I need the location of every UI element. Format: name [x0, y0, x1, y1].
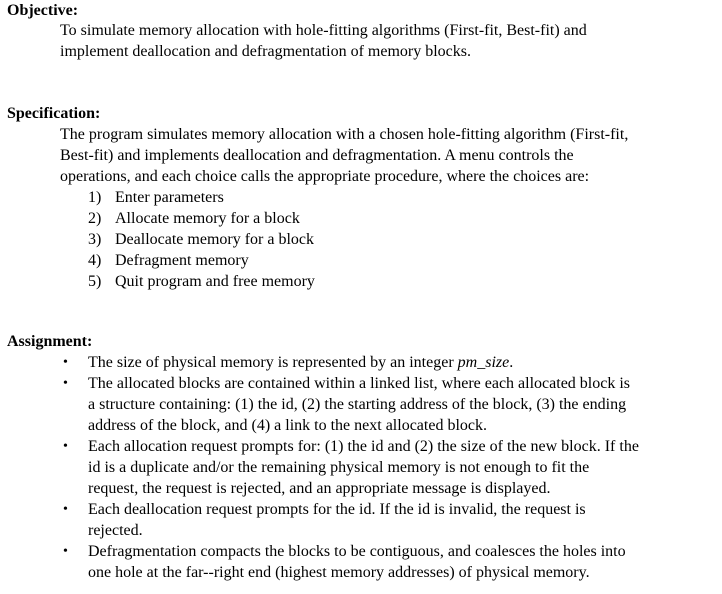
assignment-line: address of the block, and (4) a link to the next allocated block.	[88, 417, 487, 434]
choice-item	[88, 271, 315, 292]
choice-item	[88, 250, 315, 271]
assignment-list	[60, 352, 639, 583]
choice-label: Allocate memory for a block	[115, 210, 300, 227]
assignment-text: .	[509, 354, 514, 371]
choice-item	[88, 229, 315, 250]
assignment-line: one hole at the far--right end (highest memory addresses) of physical memory.	[88, 564, 590, 581]
objective-paragraph	[60, 20, 715, 62]
choice-label: Quit program and free memory	[115, 273, 315, 290]
specification-line: The program simulates memory allocation with a chosen hole-fitting algorithm (First-fit,	[60, 126, 629, 143]
choice-item	[88, 187, 315, 208]
choice-label: Defragment memory	[115, 252, 249, 269]
choice-number: 4)	[88, 252, 102, 269]
assignment-line: The allocated blocks are contained within a linked list, where each allocated block is	[88, 375, 631, 392]
assignment-item	[60, 352, 639, 373]
bullet-icon: •	[63, 355, 68, 370]
assignment-line: Each deallocation request prompts for the id. If the id is invalid, the request is	[88, 501, 586, 518]
bullet-icon: •	[63, 544, 68, 559]
specification-heading: Specification:	[7, 105, 101, 122]
assignment-line: Each allocation request prompts for: (1) the id and (2) the size of the new block. If the	[88, 438, 639, 455]
specification-line: Best-fit) and implements deallocation and defragmentation. A menu controls the	[60, 147, 574, 164]
choices-list	[88, 187, 315, 292]
assignment-item	[60, 541, 639, 583]
pm-size-term: pm_size	[457, 354, 510, 371]
choice-number: 5)	[88, 273, 102, 290]
assignment-line: id is a duplicate and/or the remaining physical memory is not enough to fit the	[88, 459, 590, 476]
choice-label: Enter parameters	[115, 189, 224, 206]
assignment-heading: Assignment:	[7, 333, 93, 350]
objective-line: implement deallocation and defragmentation of memory blocks.	[60, 43, 471, 60]
assignment-line: Defragmentation compacts the blocks to be contiguous, and coalesces the holes into	[88, 543, 626, 560]
assignment-line: a structure containing: (1) the id, (2) the starting address of the block, (3) the ending	[88, 396, 627, 413]
objective-line: To simulate memory allocation with hole-fitting algorithms (First-fit, Best-fit) and	[60, 22, 587, 39]
choice-number: 3)	[88, 231, 102, 248]
objective-heading: Objective:	[7, 2, 79, 19]
assignment-line	[88, 352, 639, 373]
assignment-text: The size of physical memory is represented by an integer	[88, 354, 458, 371]
bullet-icon: •	[63, 376, 68, 391]
choice-item	[88, 208, 315, 229]
choice-number: 2)	[88, 210, 102, 227]
bullet-icon: •	[63, 502, 68, 517]
assignment-item	[60, 373, 639, 436]
assignment-item	[60, 499, 639, 541]
assignment-line: request, the request is rejected, and an appropriate message is displayed.	[88, 480, 551, 497]
bullet-icon: •	[63, 439, 68, 454]
choice-number: 1)	[88, 189, 102, 206]
assignment-item	[60, 436, 639, 499]
specification-paragraph	[60, 124, 715, 187]
choice-label: Deallocate memory for a block	[115, 231, 315, 248]
specification-line: operations, and each choice calls the appropriate procedure, where the choices are:	[60, 168, 590, 185]
assignment-line: rejected.	[88, 522, 143, 539]
